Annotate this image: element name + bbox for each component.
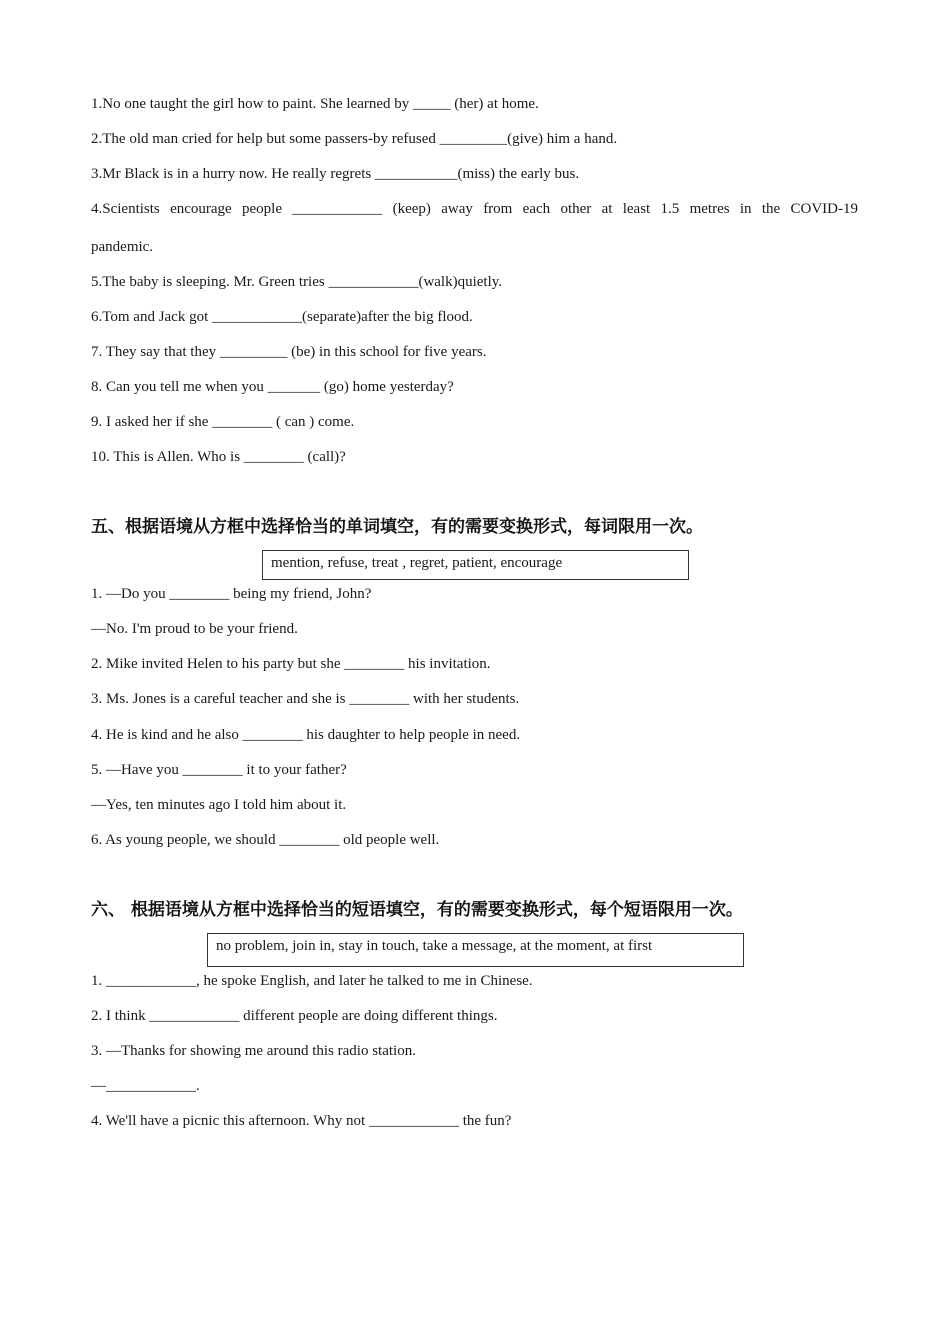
word-bank-box: mention, refuse, treat , regret, patient, encourage xyxy=(262,550,689,580)
section-5-item-2: 2. Mike invited Helen to his party but she ________ his invitation. xyxy=(91,656,491,672)
section-5-item-1-answer: —No. I'm proud to be your friend. xyxy=(91,621,298,637)
section-5-item-3: 3. Ms. Jones is a careful teacher and she is ________ with her students. xyxy=(91,691,520,707)
exercise-item-1: 1.No one taught the girl how to paint. She learned by _____ (her) at home. xyxy=(91,96,539,112)
exercise-item-3: 3.Mr Black is in a hurry now. He really regrets ___________(miss) the early bus. xyxy=(91,166,580,182)
section-6-item-2: 2. I think ____________ different people are doing different things. xyxy=(91,1008,498,1024)
section-5-item-1: 1. —Do you ________ being my friend, John? xyxy=(91,586,372,602)
section-5-item-5-answer: —Yes, ten minutes ago I told him about it. xyxy=(91,797,347,813)
exercise-item-9: 9. I asked her if she ________ ( can ) come. xyxy=(91,414,355,430)
section-5-item-6: 6. As young people, we should ________ old people well. xyxy=(91,832,440,848)
exercise-item-4: 4.Scientists encourage people ____________ (keep) away from each other at least 1.5 metres in the COVID-19 xyxy=(91,201,858,217)
section-6-heading: 六、 根据语境从方框中选择恰当的短语填空，有的需要变换形式，每个短语限用一次。 xyxy=(91,900,743,920)
exercise-item-7: 7. They say that they _________ (be) in this school for five years. xyxy=(91,344,487,360)
exercise-item-4-continued: pandemic. xyxy=(91,239,154,255)
exercise-item-2: 2.The old man cried for help but some passers-by refused _________(give) him a hand. xyxy=(91,131,618,147)
section-6-item-1: 1. ____________, he spoke English, and later he talked to me in Chinese. xyxy=(91,973,533,989)
section-5-heading: 五、根据语境从方框中选择恰当的单词填空，有的需要变换形式，每词限用一次。 xyxy=(91,517,703,537)
section-6-item-3-answer: —____________. xyxy=(91,1078,200,1094)
phrase-bank-box: no problem, join in, stay in touch, take a message, at the moment, at first xyxy=(207,933,744,967)
exercise-item-8: 8. Can you tell me when you _______ (go) home yesterday? xyxy=(91,379,454,395)
exercise-item-5: 5.The baby is sleeping. Mr. Green tries ____________(walk)quietly. xyxy=(91,274,503,290)
section-5-item-4: 4. He is kind and he also ________ his daughter to help people in need. xyxy=(91,727,521,743)
section-5-item-5: 5. —Have you ________ it to your father? xyxy=(91,762,347,778)
section-6-item-4: 4. We'll have a picnic this afternoon. Why not ____________ the fun? xyxy=(91,1113,512,1129)
exercise-item-10: 10. This is Allen. Who is ________ (call)? xyxy=(91,449,346,465)
exercise-item-6: 6.Tom and Jack got ____________(separate)after the big flood. xyxy=(91,309,473,325)
section-6-item-3: 3. —Thanks for showing me around this radio station. xyxy=(91,1043,416,1059)
